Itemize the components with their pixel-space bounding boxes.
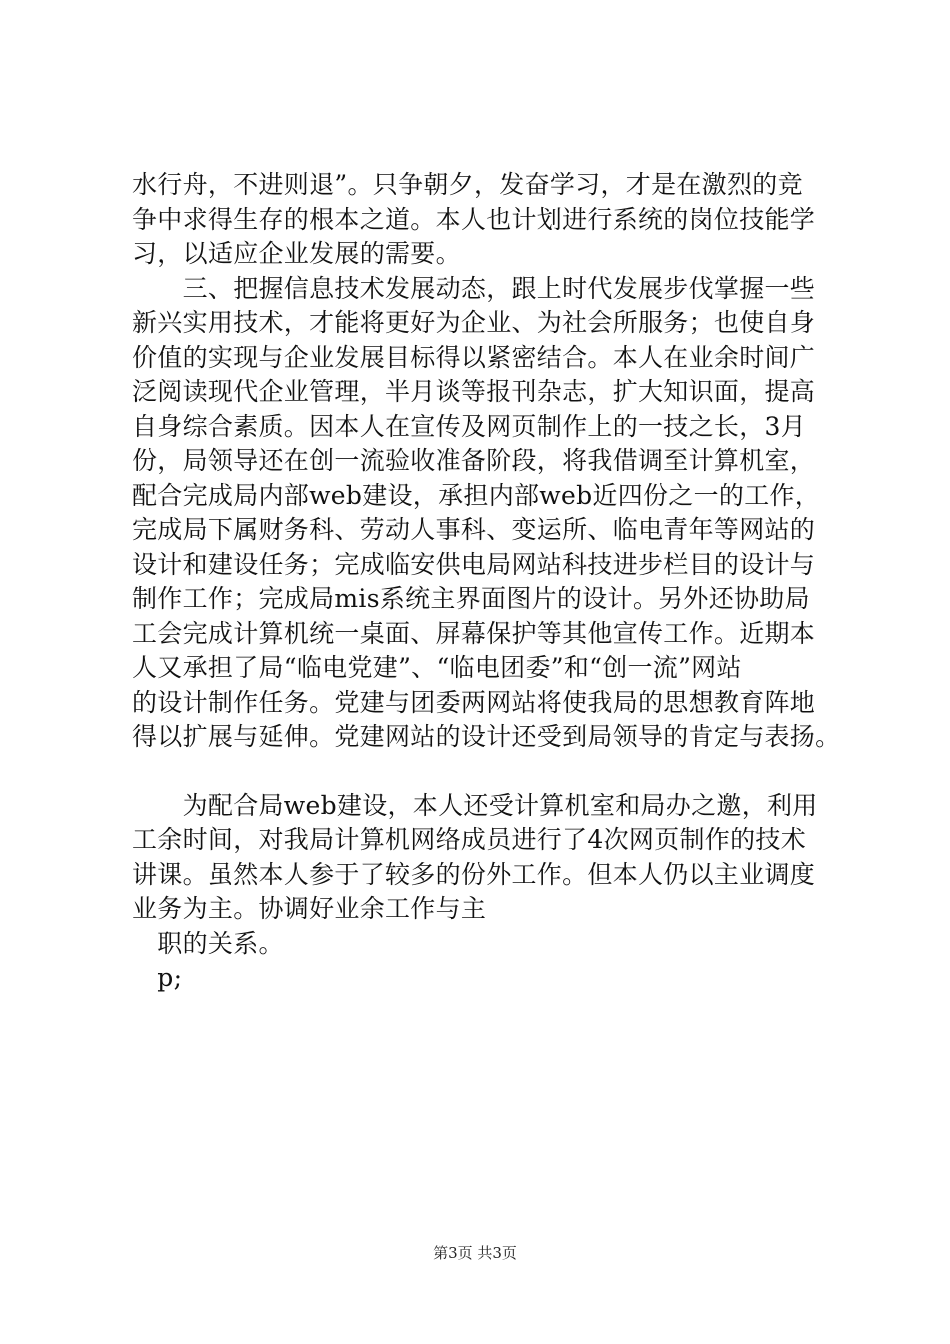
text-line: 讲课。虽然本人参于了较多的份外工作。但本人仍以主业调度 [132, 859, 816, 889]
text-line: p; [132, 963, 183, 992]
text-line: 习，以适应企业发展的需要。 [132, 239, 461, 268]
text-line: 的设计制作任务。党建与团委两网站将使我局的思想教育阵地 [132, 687, 816, 717]
text-line: 完成局下属财务科、劳动人事科、变运所、临电青年等网站的 [132, 515, 816, 544]
text-line: 份，局领导还在创一流验收准备阶段，将我借调至计算机室， [132, 446, 816, 475]
text-line: 配合完成局内部web建设，承担内部web近四份之一的工作， [132, 480, 821, 510]
text-line: 得以扩展与延伸。党建网站的设计还受到局领导的肯定与表扬。 [132, 722, 841, 751]
text-line: 业务为主。协调好业余工作与主 [132, 894, 487, 923]
text-line: 自身综合素质。因本人在宣传及网页制作上的一技之长，3月 [132, 411, 807, 441]
paragraph-gap [132, 755, 852, 789]
text-line: 人又承担了局“临电党建”、“临电团委”和“创一流”网站 [132, 653, 742, 682]
text-line: 制作工作；完成局mis系统主界面图片的设计。另外还协助局 [132, 584, 810, 613]
text-line: 设计和建设任务；完成临安供电局网站科技进步栏目的设计与 [132, 549, 816, 579]
text-line: 工会完成计算机统一桌面、屏幕保护等其他宣传工作。近期本 [132, 618, 816, 648]
text-line: 职的关系。 [132, 928, 284, 958]
text-line: 为配合局web建设，本人还受计算机室和局办之邀，利用 [132, 790, 818, 820]
text-line: 新兴实用技术，才能将更好为企业、为社会所服务；也使自身 [132, 308, 816, 337]
text-line: 价值的实现与企业发展目标得以紧密结合。本人在业余时间广 [132, 342, 816, 372]
text-line: 水行舟，不进则退”。只争朝夕，发奋学习，才是在激烈的竞 [132, 170, 803, 199]
text-line: 三、把握信息技术发展动态，跟上时代发展步伐掌握一些 [132, 273, 816, 303]
document-body [132, 168, 852, 996]
page-number-footer: 第3页 共3页 [433, 1244, 517, 1262]
text-line: 工余时间，对我局计算机网络成员进行了4次网页制作的技术 [132, 825, 807, 854]
text-line: 争中求得生存的根本之道。本人也计划进行系统的岗位技能学 [132, 204, 816, 234]
text-line: 泛阅读现代企业管理，半月谈等报刊杂志，扩大知识面，提高 [132, 377, 816, 406]
